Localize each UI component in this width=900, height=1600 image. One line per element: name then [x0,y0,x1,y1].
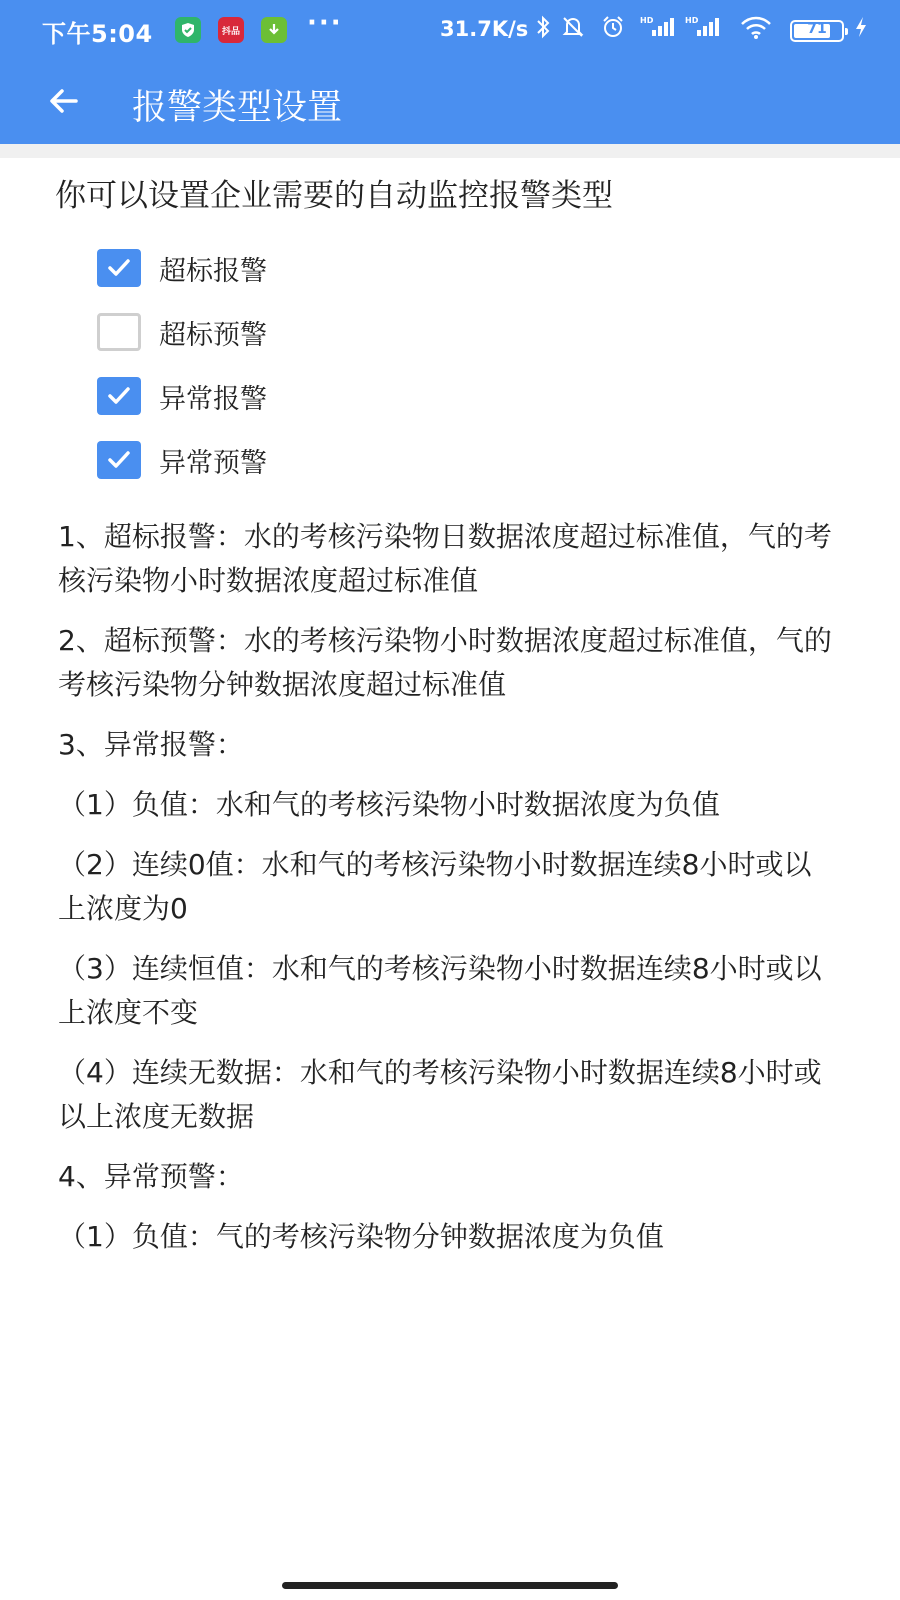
option-label: 异常预警 [159,447,267,479]
option-label: 超标预警 [159,319,267,351]
header-divider [0,144,900,158]
hd-signal-icon-2 [685,14,719,49]
description-paragraph: （1）负值：气的考核污染物分钟数据浓度为负值 [58,1220,664,1253]
svg-text:HD: HD [640,16,654,25]
description-paragraph: 1、超标报警：水的考核污染物日数据浓度超过标准值，气的考核污染物小时数据浓度超过标准值 [58,520,832,597]
checkmark-icon [104,253,134,283]
checkbox[interactable] [97,377,141,415]
wifi-icon [740,14,772,49]
option-abnormal-alarm[interactable] [97,364,267,428]
battery-icon [790,20,844,42]
description-paragraph: 2、超标预警：水的考核污染物小时数据浓度超过标准值，气的考核污染物分钟数据浓度超过标准值 [58,624,832,701]
description-paragraph: （1）负值：水和气的考核污染物小时数据浓度为负值 [58,788,720,821]
shield-icon [175,17,201,43]
network-speed: 31.7K/s [440,17,529,41]
status-time: 下午5:04 [42,20,153,48]
checkbox[interactable] [97,441,141,479]
charging-bolt-icon [853,14,869,49]
description-paragraph: （2）连续0值：水和气的考核污染物小时数据连续8小时或以上浓度为0 [58,848,812,925]
battery-level: 71 [807,21,827,37]
alarm-clock-icon [600,14,626,49]
description-section [58,515,838,1275]
svg-text:HD: HD [685,16,699,25]
home-indicator[interactable] [282,1582,618,1589]
checkmark-icon [104,381,134,411]
page-title: 报警类型设置 [132,88,343,128]
mute-bell-icon [560,14,586,49]
checkbox[interactable] [97,313,141,351]
bluetooth-icon [535,14,551,49]
app-badge-icon: 抖品 [218,17,244,43]
description-paragraph: 3、异常报警： [58,728,244,761]
option-exceed-warning[interactable] [97,300,267,364]
checkmark-icon [104,445,134,475]
download-icon [261,17,287,43]
app-bar [0,62,900,144]
description-paragraph: （4）连续无数据：水和气的考核污染物小时数据连续8小时或以上浓度无数据 [58,1056,822,1133]
intro-text: 你可以设置企业需要的自动监控报警类型 [55,178,613,214]
description-paragraph: （3）连续恒值：水和气的考核污染物小时数据连续8小时或以上浓度不变 [58,952,822,1029]
back-button[interactable] [40,79,88,127]
option-exceed-alarm[interactable] [97,236,267,300]
hd-signal-icon [640,14,674,49]
alarm-type-options [97,236,267,492]
status-bar [0,0,900,62]
more-notifications-icon: ··· [307,8,343,38]
description-paragraph: 4、异常预警： [58,1160,244,1193]
option-label: 异常报警 [159,383,267,415]
option-abnormal-warning[interactable] [97,428,267,492]
checkbox[interactable] [97,249,141,287]
arrow-left-icon [46,83,82,123]
option-label: 超标报警 [159,255,267,287]
battery-tip [845,28,848,35]
